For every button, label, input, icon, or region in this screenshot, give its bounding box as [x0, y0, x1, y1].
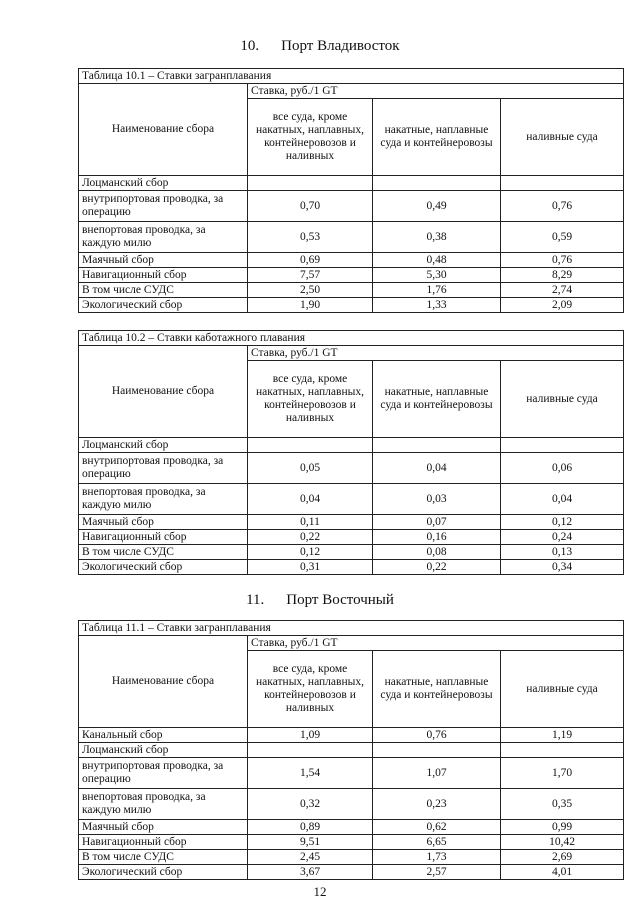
rate-value-cell: 0,16: [373, 530, 501, 545]
fee-name-cell: внутрипортовая проводка, за операцию: [79, 758, 248, 789]
fee-name-cell: В том числе СУДС: [79, 850, 248, 865]
rate-value-cell: 0,08: [373, 545, 501, 560]
table-row: [79, 453, 624, 484]
column-header-general: все суда, кроме накатных, наплавных, контейнеровозов и наливных: [248, 651, 373, 728]
rate-value-cell: [501, 176, 624, 191]
rates-table-10-1: [78, 68, 624, 313]
table-row: [79, 728, 624, 743]
rate-value-cell: 0,13: [501, 545, 624, 560]
section-number: 10.: [240, 38, 260, 54]
section-heading-vostochny: [0, 592, 640, 609]
table-row: [79, 268, 624, 283]
fee-name-cell: внепортовая проводка, за каждую милю: [79, 222, 248, 253]
table-row: [79, 743, 624, 758]
rate-value-cell: 0,03: [373, 484, 501, 515]
fee-name-cell: Навигационный сбор: [79, 835, 248, 850]
rate-value-cell: 1,54: [248, 758, 373, 789]
fee-name-cell: В том числе СУДС: [79, 283, 248, 298]
rate-value-cell: 1,73: [373, 850, 501, 865]
rate-value-cell: 0,12: [501, 515, 624, 530]
rate-value-cell: 1,07: [373, 758, 501, 789]
rate-value-cell: 0,11: [248, 515, 373, 530]
rates-table-10-2: [78, 330, 624, 575]
rate-value-cell: [501, 438, 624, 453]
rate-value-cell: 1,33: [373, 298, 501, 313]
rate-value-cell: 0,04: [373, 453, 501, 484]
rate-value-cell: [248, 438, 373, 453]
rate-value-cell: 3,67: [248, 865, 373, 880]
fee-name-cell: В том числе СУДС: [79, 545, 248, 560]
table-row: [79, 298, 624, 313]
fee-name-cell: Канальный сбор: [79, 728, 248, 743]
rate-value-cell: 9,51: [248, 835, 373, 850]
rate-value-cell: 2,69: [501, 850, 624, 865]
rate-value-cell: 0,70: [248, 191, 373, 222]
table-row: [79, 191, 624, 222]
rate-value-cell: 0,23: [373, 789, 501, 820]
rate-value-cell: 0,12: [248, 545, 373, 560]
table-row: [79, 560, 624, 575]
rate-value-cell: 0,06: [501, 453, 624, 484]
fee-name-cell: Экологический сбор: [79, 865, 248, 880]
rate-value-cell: 0,05: [248, 453, 373, 484]
rate-unit-header: Ставка, руб./1 GT: [248, 346, 624, 361]
rate-value-cell: 0,76: [501, 253, 624, 268]
fee-name-cell: внутрипортовая проводка, за операцию: [79, 453, 248, 484]
rate-value-cell: 6,65: [373, 835, 501, 850]
rate-value-cell: [501, 743, 624, 758]
column-header-roro-container: накатные, наплавные суда и контейнеровозы: [373, 99, 501, 176]
column-header-tankers: наливные суда: [501, 651, 624, 728]
table-row: [79, 820, 624, 835]
table-row: [79, 515, 624, 530]
rate-value-cell: 0,04: [501, 484, 624, 515]
fee-name-cell: внепортовая проводка, за каждую милю: [79, 789, 248, 820]
rate-value-cell: 2,74: [501, 283, 624, 298]
rate-value-cell: 1,19: [501, 728, 624, 743]
rates-table-11-1: [78, 620, 624, 880]
table-row: [79, 530, 624, 545]
rate-value-cell: 0,07: [373, 515, 501, 530]
table-row: [79, 758, 624, 789]
rate-value-cell: [373, 176, 501, 191]
rate-value-cell: 0,69: [248, 253, 373, 268]
rate-value-cell: 1,70: [501, 758, 624, 789]
rate-value-cell: 0,99: [501, 820, 624, 835]
fee-name-cell: Экологический сбор: [79, 298, 248, 313]
table-row: [79, 176, 624, 191]
fee-name-cell: Маячный сбор: [79, 253, 248, 268]
fee-name-cell: Навигационный сбор: [79, 268, 248, 283]
section-title: Порт Восточный: [286, 592, 394, 608]
rate-value-cell: [373, 438, 501, 453]
table-row: [79, 253, 624, 268]
table-row: [79, 283, 624, 298]
column-header-general: все суда, кроме накатных, наплавных, контейнеровозов и наливных: [248, 361, 373, 438]
rate-value-cell: [248, 176, 373, 191]
rate-value-cell: 0,32: [248, 789, 373, 820]
section-heading-vladivostok: [0, 38, 640, 55]
rate-value-cell: 0,31: [248, 560, 373, 575]
rate-value-cell: 0,76: [373, 728, 501, 743]
section-title: Порт Владивосток: [281, 38, 400, 54]
rate-value-cell: 0,34: [501, 560, 624, 575]
rate-value-cell: 1,90: [248, 298, 373, 313]
fee-name-cell: Лоцманский сбор: [79, 176, 248, 191]
rate-value-cell: 0,53: [248, 222, 373, 253]
fee-name-cell: Маячный сбор: [79, 820, 248, 835]
table-row: [79, 835, 624, 850]
table-caption: Таблица 10.1 – Ставки загранплавания: [79, 69, 624, 84]
fee-name-cell: Лоцманский сбор: [79, 438, 248, 453]
rate-value-cell: 0,24: [501, 530, 624, 545]
section-number: 11.: [246, 592, 265, 608]
rate-value-cell: 2,57: [373, 865, 501, 880]
fee-name-header: Наименование сбора: [79, 346, 248, 438]
rate-unit-header: Ставка, руб./1 GT: [248, 636, 624, 651]
rate-value-cell: 0,62: [373, 820, 501, 835]
fee-name-header: Наименование сбора: [79, 84, 248, 176]
rate-value-cell: 0,04: [248, 484, 373, 515]
table-row: [79, 865, 624, 880]
table-caption: Таблица 10.2 – Ставки каботажного плавания: [79, 331, 624, 346]
table-row: [79, 545, 624, 560]
page-number: 12: [313, 884, 327, 899]
rate-value-cell: 0,59: [501, 222, 624, 253]
rate-value-cell: 1,09: [248, 728, 373, 743]
fee-name-cell: внутрипортовая проводка, за операцию: [79, 191, 248, 222]
rate-value-cell: 0,49: [373, 191, 501, 222]
rate-value-cell: 2,45: [248, 850, 373, 865]
fee-name-cell: внепортовая проводка, за каждую милю: [79, 484, 248, 515]
rate-value-cell: 0,22: [248, 530, 373, 545]
rate-value-cell: [248, 743, 373, 758]
column-header-roro-container: накатные, наплавные суда и контейнеровозы: [373, 651, 501, 728]
rate-unit-header: Ставка, руб./1 GT: [248, 84, 624, 99]
rate-value-cell: 0,76: [501, 191, 624, 222]
fee-name-cell: Лоцманский сбор: [79, 743, 248, 758]
column-header-tankers: наливные суда: [501, 99, 624, 176]
rate-value-cell: 2,50: [248, 283, 373, 298]
fee-name-header: Наименование сбора: [79, 636, 248, 728]
rate-value-cell: 0,89: [248, 820, 373, 835]
fee-name-cell: Экологический сбор: [79, 560, 248, 575]
column-header-general: все суда, кроме накатных, наплавных, контейнеровозов и наливных: [248, 99, 373, 176]
rate-value-cell: 2,09: [501, 298, 624, 313]
rate-value-cell: 8,29: [501, 268, 624, 283]
rate-value-cell: 10,42: [501, 835, 624, 850]
table-row: [79, 438, 624, 453]
table-row: [79, 484, 624, 515]
table-row: [79, 850, 624, 865]
rate-value-cell: 0,38: [373, 222, 501, 253]
column-header-tankers: наливные суда: [501, 361, 624, 438]
rate-value-cell: 4,01: [501, 865, 624, 880]
table-caption: Таблица 11.1 – Ставки загранплавания: [79, 621, 624, 636]
rate-value-cell: 1,76: [373, 283, 501, 298]
fee-name-cell: Маячный сбор: [79, 515, 248, 530]
rate-value-cell: 7,57: [248, 268, 373, 283]
rate-value-cell: 0,48: [373, 253, 501, 268]
fee-name-cell: Навигационный сбор: [79, 530, 248, 545]
table-row: [79, 789, 624, 820]
rate-value-cell: [373, 743, 501, 758]
column-header-roro-container: накатные, наплавные суда и контейнеровозы: [373, 361, 501, 438]
rate-value-cell: 5,30: [373, 268, 501, 283]
rate-value-cell: 0,22: [373, 560, 501, 575]
table-row: [79, 222, 624, 253]
rate-value-cell: 0,35: [501, 789, 624, 820]
